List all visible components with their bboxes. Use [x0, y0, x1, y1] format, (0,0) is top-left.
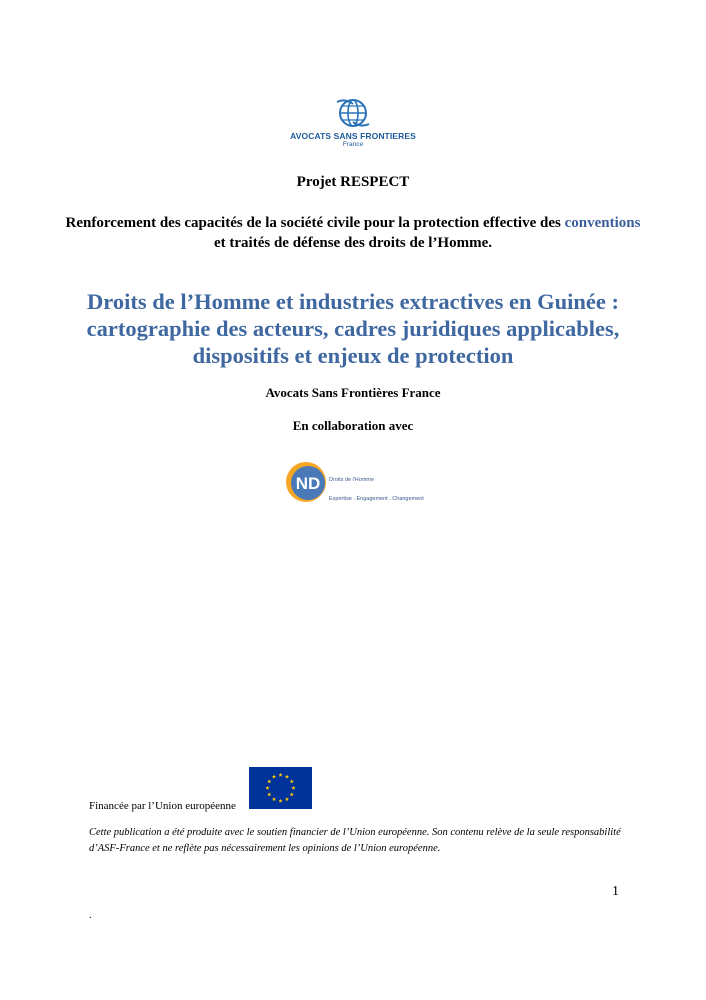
- asf-logo-name: AVOCATS SANS FRONTIERES: [290, 131, 416, 141]
- subtitle-part-1: Renforcement des capacités de la société civile pour la protection effective des: [65, 215, 565, 231]
- collaboration-label: En collaboration avec: [292, 418, 414, 433]
- asf-logo: [283, 96, 423, 158]
- globe-icon: [333, 96, 373, 130]
- subtitle-part-2: et traités de défense des droits de l’Homme.: [214, 235, 492, 251]
- asf-logo-country: France: [342, 141, 364, 148]
- eu-flag-icon: [249, 767, 312, 809]
- subtitle-highlight: conventions: [564, 215, 641, 231]
- subtitle: [60, 213, 646, 253]
- nd-letters: ND: [295, 474, 321, 493]
- nd-circle-icon: [284, 460, 328, 504]
- trailing-mark: .: [89, 910, 92, 921]
- main-title: Droits de l’Homme et industries extractives en Guinée : cartographie des acteurs, cadres juridiques applicables, dispositifs et enjeux de protection: [86, 289, 620, 368]
- disclaimer: Cette publication a été produite avec le soutien financier de l’Union européenne. Son contenu relève de la seule responsabilité d’ASF-France et ne reflète pas nécessairement les opinions de l’Union européenne.: [89, 827, 621, 854]
- nd-logo: [284, 460, 429, 510]
- nd-motto: Expertise . Engagement . Changement: [329, 496, 424, 502]
- page-number: 1: [612, 884, 619, 899]
- funded-by-label: Financée par l’Union européenne: [89, 800, 236, 812]
- author: Avocats Sans Frontières France: [265, 385, 441, 400]
- nd-tagline: Droits de l'Homme: [329, 477, 375, 483]
- project-title: Projet RESPECT: [296, 174, 410, 190]
